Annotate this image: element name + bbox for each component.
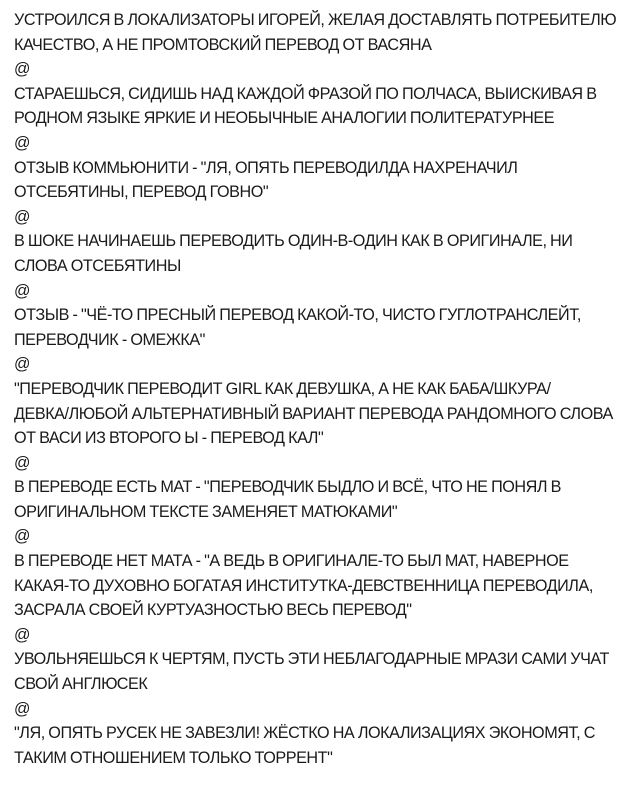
separator-at: @ xyxy=(14,527,30,546)
text-line: ОТЗЫВ КОММЬЮНИТИ - "ЛЯ, ОПЯТЬ ПЕРЕВОДИЛДА НАХРЕНАЧИЛ xyxy=(14,158,518,177)
text-line: В ПЕРЕВОДЕ НЕТ МАТА - "А ВЕДЬ В ОРИГИНАЛЕ-ТО БЫЛ МАТ, НАВЕРНОЕ xyxy=(14,552,569,571)
separator-at: @ xyxy=(14,625,30,644)
text-line: УВОЛЬНЯЕШЬСЯ К ЧЕРТЯМ, ПУСТЬ ЭТИ НЕБЛАГОДАРНЫЕ МРАЗИ САМИ УЧАТ xyxy=(14,650,609,669)
separator-at: @ xyxy=(14,60,30,79)
text-line: ПЕРЕВОДЧИК - ОМЕЖКА" xyxy=(14,330,205,349)
text-line: СТАРАЕШЬСЯ, СИДИШЬ НАД КАЖДОЙ ФРАЗОЙ ПО ПОЛЧАСА, ВЫИСКИВАЯ В xyxy=(14,84,597,103)
separator-at: @ xyxy=(14,133,30,152)
text-line: ОТЗЫВ - "ЧЁ-ТО ПРЕСНЫЙ ПЕРЕВОД КАКОЙ-ТО, ЧИСТО ГУГЛОТРАНСЛЕЙТ, xyxy=(14,306,581,325)
separator-at: @ xyxy=(14,453,30,472)
text-line: УСТРОИЛСЯ В ЛОКАЛИЗАТОРЫ ИГОРЕЙ, ЖЕЛАЯ ДОСТАВЛЯТЬ ПОТРЕБИТЕЛЮ xyxy=(14,11,617,29)
text-line: СВОЙ АНГЛЮСЕК xyxy=(14,675,148,694)
text-line: ОРИГИНАЛЬНОМ ТЕКСТЕ ЗАМЕНЯЕТ МАТЮКАМИ" xyxy=(14,502,398,521)
text-line: "ПЕРЕВОДЧИК ПЕРЕВОДИТ GIRL КАК ДЕВУШКА, А НЕ КАК БАБА/ШКУРА/ xyxy=(14,379,551,398)
text-line: КАКАЯ-ТО ДУХОВНО БОГАТАЯ ИНСТИТУТКА-ДЕВСТВЕННИЦА ПЕРЕВОДИЛА, xyxy=(14,576,593,595)
separator-at: @ xyxy=(14,281,30,300)
text-line: РОДНОМ ЯЗЫКЕ ЯРКИЕ И НЕОБЫЧНЫЕ АНАЛОГИИ ПОЛИТЕРАТУРНЕЕ xyxy=(14,109,555,128)
text-line: ЗАСРАЛА СВОЕЙ КУРТУАЗНОСТЬЮ ВЕСЬ ПЕРЕВОД" xyxy=(14,601,412,620)
text-line: ОТ ВАСИ ИЗ ВТОРОГО Ы - ПЕРЕВОД КАЛ" xyxy=(14,429,324,448)
separator-at: @ xyxy=(14,355,30,374)
text-line: ДЕВКА/ЛЮБОЙ АЛЬТЕРНАТИВНЫЙ ВАРИАНТ ПЕРЕВОДА РАНДОМНОГО СЛОВА xyxy=(14,404,613,423)
text-line: ОТСЕБЯТИНЫ, ПЕРЕВОД ГОВНО" xyxy=(14,183,269,202)
text-line: СЛОВА ОТСЕБЯТИНЫ xyxy=(14,256,181,275)
text-line: КАЧЕСТВО, А НЕ ПРОМТОВСКИЙ ПЕРЕВОД ОТ ВАСЯНА xyxy=(14,35,432,54)
text-line: В ПЕРЕВОДЕ ЕСТЬ МАТ - "ПЕРЕВОДЧИК БЫДЛО И ВСЁ, ЧТО НЕ ПОНЯЛ В xyxy=(14,478,561,497)
separator-at: @ xyxy=(14,699,30,718)
text-line: В ШОКЕ НАЧИНАЕШЬ ПЕРЕВОДИТЬ ОДИН-В-ОДИН КАК В ОРИГИНАЛЕ, НИ xyxy=(14,232,573,251)
text-line: ТАКИМ ОТНОШЕНИЕМ ТОЛЬКО ТОРРЕНТ" xyxy=(14,748,333,767)
text-line: "ЛЯ, ОПЯТЬ РУСЕК НЕ ЗАВЕЗЛИ! ЖЁСТКО НА ЛОКАЛИЗАЦИЯХ ЭКОНОМЯТ, С xyxy=(14,724,595,743)
separator-at: @ xyxy=(14,207,30,226)
